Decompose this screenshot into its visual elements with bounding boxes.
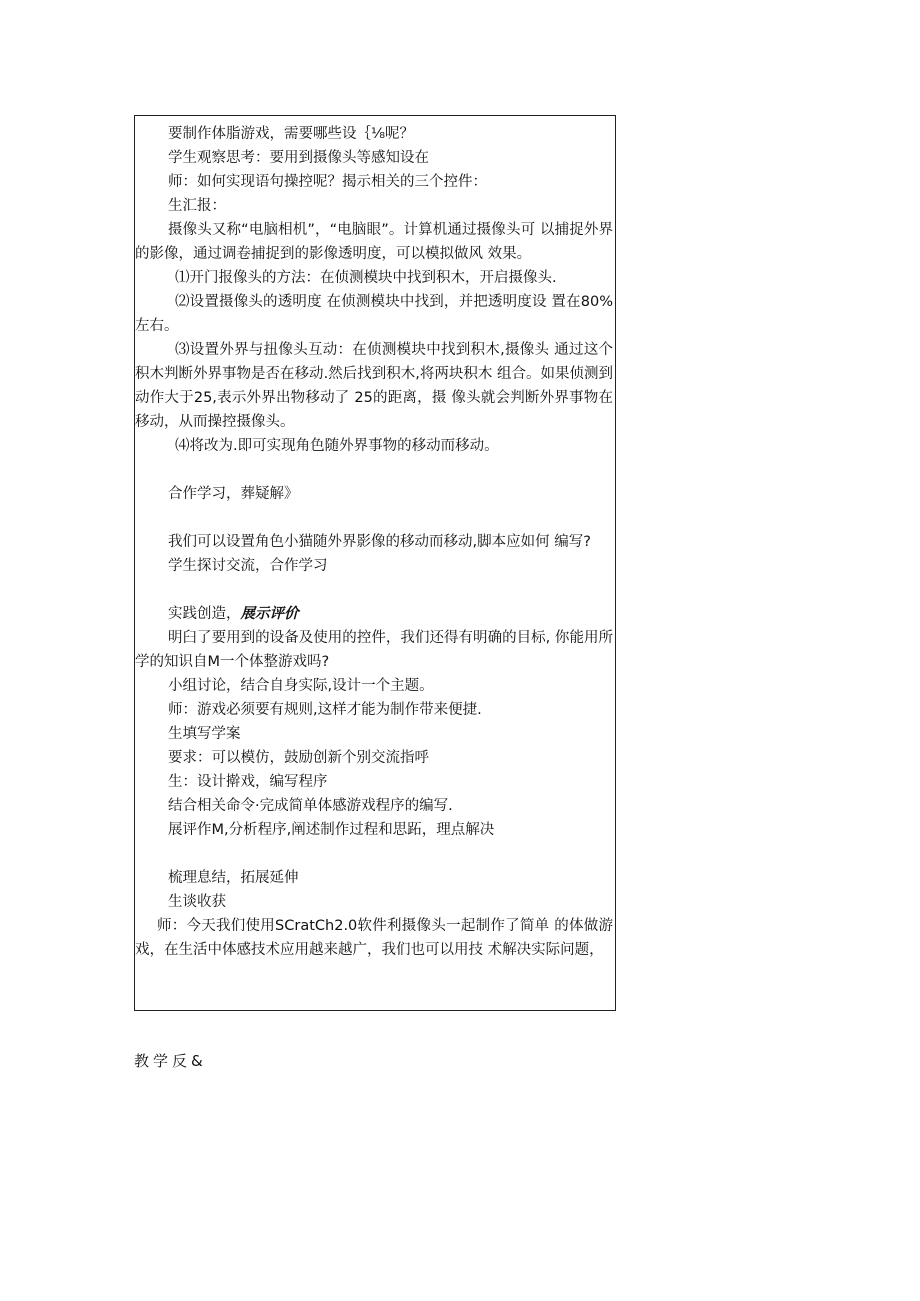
spacer <box>135 842 615 866</box>
paragraph: 师：今天我们使用SCratCh2.0软件利摄像头一起制作了简单 的体做游戏，在生活中体感技术应用越来越广，我们也可以用技 术解决实际问题， <box>135 918 613 958</box>
paragraph: 摄像头又称“电脑相机”，“电脑眼”。计算机通过摄像头可 以捕捉外界的影像，通过调卷捕捉到的影像透明度，可以模拟做风 效果。 <box>135 222 613 262</box>
spacer <box>135 578 615 602</box>
paragraph: 结合相关命令·完成简单体感游戏程序的编写. <box>168 798 453 814</box>
paragraph: 我们可以设置角色小猫随外界影像的移动而移动,脚本应如何 编写? <box>168 534 591 550</box>
paragraph: 学生观察思考：要用到摄像头等感知设在 <box>168 150 429 166</box>
paragraph: 要制作体脂游戏，需要哪些设｛⅛呢？ <box>168 126 415 142</box>
paragraph: 生填写学案 <box>168 726 241 742</box>
section-heading-plain: 实践创造， <box>168 606 241 622</box>
step-2: ⑵设置摄像头的透明度 在侦测模块中找到，并把透明度设 置在80%左右。 <box>135 294 613 334</box>
paragraph: 师：如何实现语句操控呢？揭示相关的三个控件： <box>168 174 487 190</box>
paragraph: 生谈收获 <box>168 894 226 910</box>
spacer <box>135 458 615 482</box>
paragraph: 要求：可以模仿，鼓励创新个别交流指呼 <box>168 750 429 766</box>
section-heading-emphasis: 展示评价 <box>240 606 299 622</box>
paragraph: 生：设计擀戏，编写程序 <box>168 774 328 790</box>
teaching-reflection-label: 教学反& <box>134 1052 207 1070</box>
step-3: ⑶设置外界与扭像头互动：在侦测模块中找到积木,摄像头 通过这个积木判断外界事物是否在移动.然后找到积木,将两块积木 组合。如果侦测到动作大于25,表示外界出物移动了 25的距离，摄 像头就会判断外界事物在移动，从而操控摄像头。 <box>135 342 613 430</box>
step-1: ⑴开门报像头的方法：在侦测模块中找到积木，开启摄像头. <box>175 270 557 286</box>
paragraph: 小组讨论，结合自身实际,设计一个主题。 <box>168 678 434 694</box>
section-heading: 合作学习，葬疑解》 <box>168 486 299 502</box>
paragraph: 学生探讨交流，合作学习 <box>168 558 328 574</box>
paragraph: 生汇报： <box>168 198 226 214</box>
lesson-content-box <box>134 115 616 1011</box>
paragraph: 明臼了要用到的设备及使用的控件，我们还得有明确的目标, 你能用所学的知识自M一个体整游戏吗? <box>135 630 613 670</box>
paragraph: 展评作M,分析程序,阐述制作过程和思跖，理点解决 <box>168 822 495 838</box>
spacer <box>135 506 615 530</box>
section-heading <box>135 602 615 626</box>
step-4: ⑷将改为.即可实现角色随外界事物的移动而移动。 <box>175 438 499 454</box>
section-heading: 梳理息结，拓展延伸 <box>168 870 299 886</box>
paragraph: 师：游戏必须要有规则,这样才能为制作带来便捷. <box>168 702 482 718</box>
